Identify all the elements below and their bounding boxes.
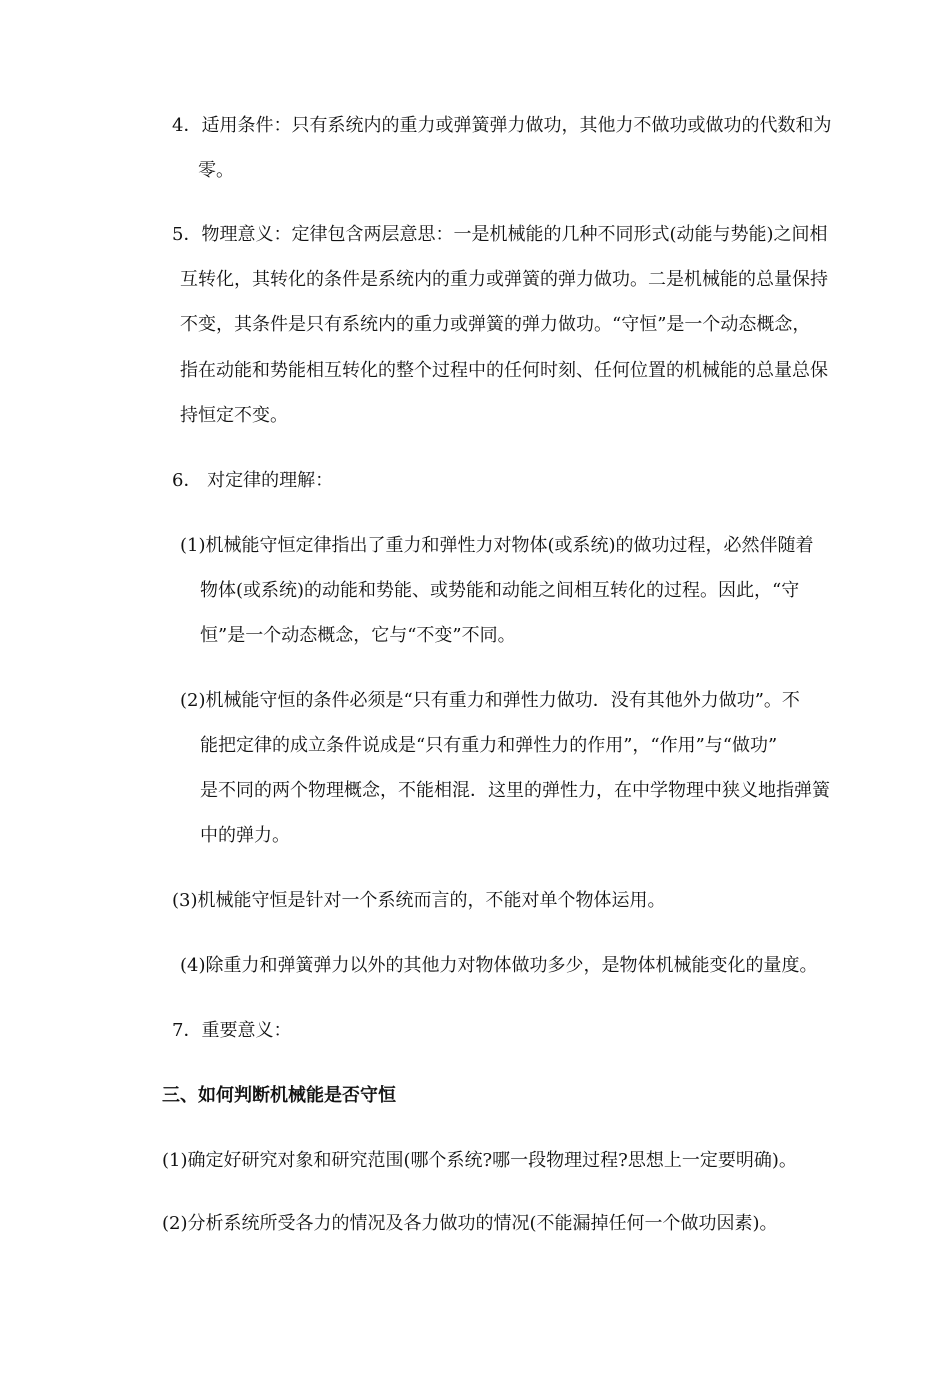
item-6: 6． 对定律的理解：	[172, 470, 334, 491]
sub-2-line-2: 能把定律的成立条件说成是“只有重力和弹性力的作用”，“作用”与“做功”	[200, 735, 778, 756]
sub-2-line-4: 中的弹力。	[200, 825, 290, 846]
item-4-line-1: 4．适用条件：只有系统内的重力或弹簧弹力做功，其他力不做功或做功的代数和为	[172, 115, 832, 136]
item-7: 7．重要意义：	[172, 1020, 292, 1041]
item-5-line-1: 5．物理意义：定律包含两层意思：一是机械能的几种不同形式(动能与势能)之间相	[172, 224, 828, 245]
sub-1-line-3: 恒”是一个动态概念，它与“不变”不同。	[200, 625, 516, 646]
section-heading-3: 三、如何判断机械能是否守恒	[162, 1085, 396, 1106]
judge-step-1: (1)确定好研究对象和研究范围(哪个系统?哪一段物理过程?思想上一定要明确)。	[162, 1150, 797, 1171]
judge-step-2: (2)分析系统所受各力的情况及各力做功的情况(不能漏掉任何一个做功因素)。	[162, 1213, 778, 1234]
item-5-line-3: 不变，其条件是只有系统内的重力或弹簧的弹力做功。“守恒”是一个动态概念，	[180, 314, 811, 335]
sub-2-line-1: (2)机械能守恒的条件必须是“只有重力和弹性力做功．没有其他外力做功”。不	[180, 690, 800, 711]
sub-3: (3)机械能守恒是针对一个系统而言的，不能对单个物体运用。	[172, 890, 666, 911]
item-5-line-2: 互转化，其转化的条件是系统内的重力或弹簧的弹力做功。二是机械能的总量保持	[180, 269, 828, 290]
sub-4: (4)除重力和弹簧弹力以外的其他力对物体做功多少，是物体机械能变化的量度。	[180, 955, 818, 976]
sub-1-line-2: 物体(或系统)的动能和势能、或势能和动能之间相互转化的过程。因此，“守	[200, 580, 800, 601]
sub-1-line-1: (1)机械能守恒定律指出了重力和弹性力对物体(或系统)的做功过程，必然伴随着	[180, 535, 814, 556]
item-5-line-5: 持恒定不变。	[180, 405, 288, 426]
item-5-line-4: 指在动能和势能相互转化的整个过程中的任何时刻、任何位置的机械能的总量总保	[180, 360, 828, 381]
item-4-line-2: 零。	[198, 160, 234, 181]
sub-2-line-3: 是不同的两个物理概念，不能相混．这里的弹性力，在中学物理中狭义地指弹簧	[200, 780, 830, 801]
